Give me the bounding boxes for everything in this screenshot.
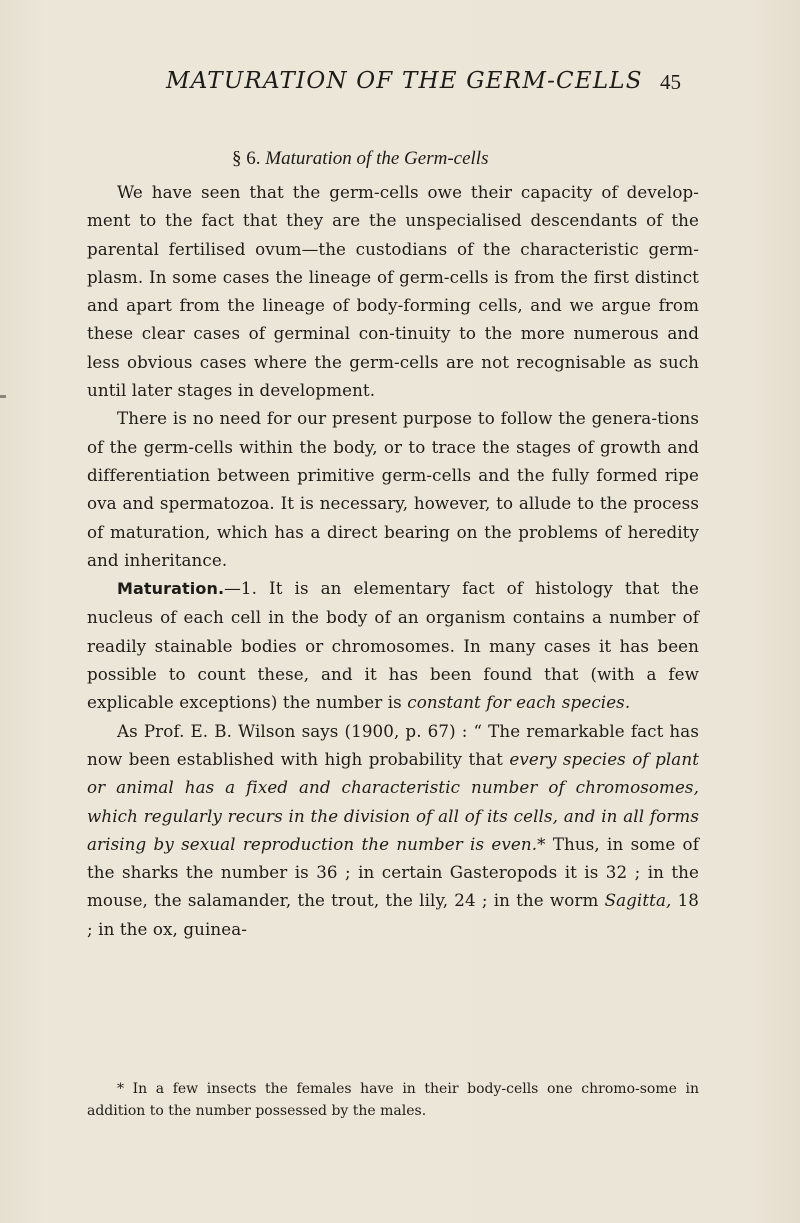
page-number: 45 — [660, 70, 681, 94]
paragraph-4-genus: Sagitta, — [604, 890, 672, 911]
paragraph-4 — [87, 717, 699, 943]
running-head: MATURATION OF THE GERM-CELLS — [166, 68, 643, 94]
paragraph-3-emphasis: constant for each species. — [407, 692, 631, 713]
body-text — [87, 178, 699, 943]
paragraph-4-middle: * Thus, in some of the sharks the number is 36 ; in certain Gasteropods it is 32 ; in the mouse, the salamander, the trout, the lily, 24 ; in the worm — [87, 833, 699, 911]
paragraph-2: There is no need for our present purpose to follow the genera-tions of the germ-cells within the body, or to trace the stages of growth and differentiation between primitive germ-cells and the fully formed ripe ova and spermatozoa. It is necessary, however, to allude to the process of maturation, which has a direct bearing on the problems of heredity and inheritance. — [87, 408, 699, 570]
margin-tick — [0, 395, 6, 398]
section-number: § 6. — [232, 148, 261, 169]
paragraph-3 — [87, 574, 699, 716]
paragraph-4-quote: every species of plant or animal has a fixed and characteristic number of chromosomes, which regularly recurs in the division of all of its cells, and in all forms arising by sexual reproduction the number is even. — [87, 748, 700, 854]
paragraph-lead: Maturation. — [117, 579, 225, 599]
paragraph-3-text: —1. It is an elementary fact of histology that the nucleus of each cell in the body of an organism contains a number of readily stainable bodies or chromosomes. In many cases it has been possible to count these, and it has been found that (with a few explicable exceptions) the number is — [87, 578, 699, 713]
page-header — [0, 68, 800, 108]
footnote: * In a few insects the females have in their body-cells one chromo-some in addition to the number possessed by the males. — [87, 1081, 699, 1119]
section-title: Maturation of the Germ-cells — [265, 148, 489, 169]
paragraph-1: We have seen that the germ-cells owe their capacity of develop-ment to the fact that they are the unspecialised descendants of the parental fertilised ovum—the custodians of the characteristic germ-plasm. In some cases the lineage of germ-cells is from the first distinct and apart from the lineage of body-forming cells, and we argue from these clear cases of germinal con-tinuity to the more numerous and less obvious cases where the germ-cells are not recognisable as such until later stages in development. — [87, 182, 699, 401]
section-heading — [232, 148, 488, 170]
paragraph-4-end: 18 ; in the ox, guinea- — [87, 890, 700, 939]
paragraph-4-start: As Prof. E. B. Wilson says (1900, p. 67) : “ The remarkable fact has now been established with high probability that — [87, 720, 699, 769]
